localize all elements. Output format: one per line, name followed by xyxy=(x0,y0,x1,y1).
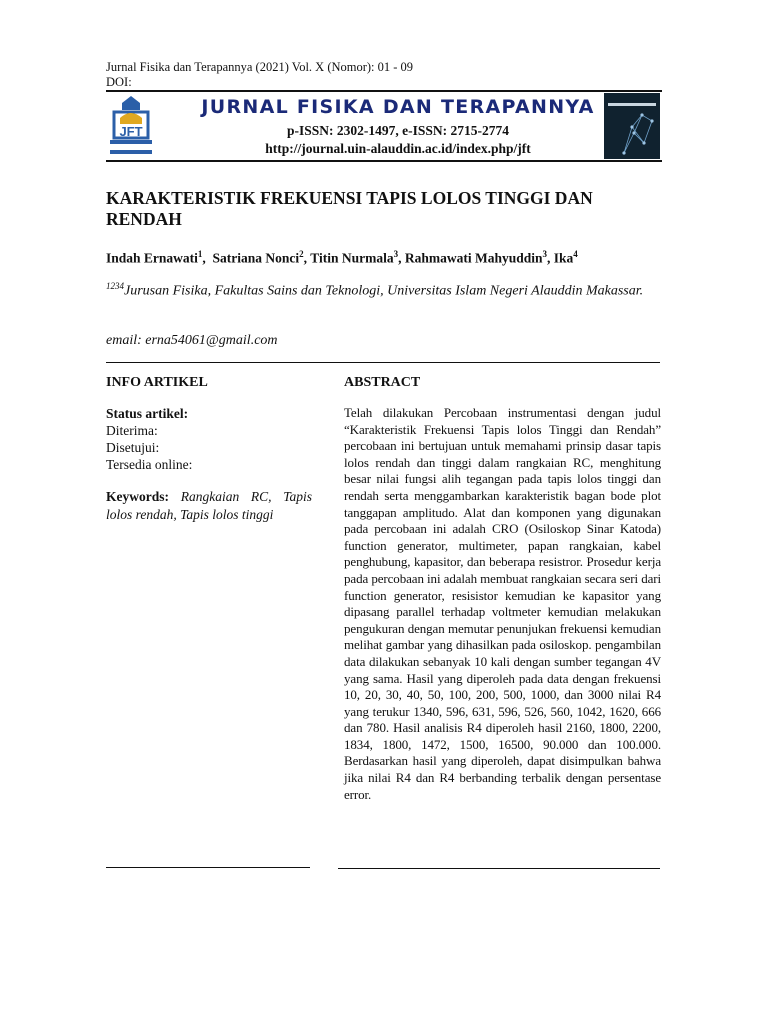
author-name: Satriana Nonci xyxy=(212,250,300,266)
contact-email[interactable]: email: erna54061@gmail.com xyxy=(106,333,278,348)
journal-logo xyxy=(106,94,156,158)
journal-issn: p-ISSN: 2302-1497, e-ISSN: 2715-2774 xyxy=(286,123,509,138)
journal-cover-image xyxy=(604,93,660,159)
abstract-heading: ABSTRACT xyxy=(344,375,421,390)
status-received: Diterima: xyxy=(106,423,158,438)
journal-title: JURNAL FISIKA DAN TERAPANNYA xyxy=(201,96,595,118)
running-head: Jurnal Fisika dan Terapannya (2021) Vol. X (Nomor): 01 - 09 xyxy=(106,60,414,74)
affiliation xyxy=(106,277,646,301)
status-label: Status artikel: xyxy=(106,406,189,421)
author-affil-mark: 3 xyxy=(542,249,547,259)
info-column-footer-rule xyxy=(106,867,310,868)
author-list: Indah Ernawati$^1$, Satriana Nonci$^2$, Titin Nurmala$^3$, Rahmawati Mahyuddin$^3$, Ika$^4$ xyxy=(106,249,578,266)
paper-title: KARAKTERISTIK FREKUENSI TAPIS LOLOS TINGGI DAN RENDAH xyxy=(106,188,593,229)
author-name: Rahmawati Mahyuddin xyxy=(404,250,543,266)
abstract-text: Telah dilakukan Percobaan instrumentasi dengan judul “Karakteristik Frekuensi Tapis lolos Tinggi dan Rendah” percobaan ini bertujuan untuk memahami prinsip dasar tapis lolos rendah dan tinggi dalam rangkaian RC, menghitung besar nilai fungsi alih tegangan pada tapis lolos tinggi dan rendah serta menggambarkan karakteristik bagan bode plot tanggapan amplitudo. Alat dan komponen yang digunakan pada percobaan ini adalah CRO (Osiloskop Sinar Katoda) function generator, multimeter, papan rangkaian, kabel penghubung, kapasitor, dan beberapa resistror. Prosedur kerja pada percobaan ini adalah membuat rangkaian secara seri dari function generator, resisistor kemudian ke kapasitor yang dipasang parallel terhadap voltmeter kemudian melakukan pengukuran dengan memutar penunjukan frekuensi kemudian melihat gambar yang dihasilkan pada osiloskop. pengambilan data dilakukan sebanyak 10 kali dengan sumber tegangan 4V yang sama. Hasil yang diperoleh pada data dengan frekuensi 10, 20, 30, 40, 50, 100, 200, 500, 1000, dan 3000 nilai R4 yang terukur 1340, 596, 631, 596, 526, 560, 1042, 1620, 666 dan 780. Hasil analisis R4 diperoleh hasil 2160, 1800, 2200, 1834, 1800, 1472, 1500, 16500, 90.000 dan 100.000. Berdasarkan hasil yang diperoleh, dapat disimpulkan bahwa jika nilai R4 dan R4 berbanding terbalik dengan persentase error. xyxy=(344,405,661,802)
author-name: Titin Nurmala xyxy=(310,250,394,266)
author-affil-mark: 3 xyxy=(393,249,399,259)
header-divider xyxy=(106,362,660,363)
author-affil-mark: 4 xyxy=(573,249,578,259)
banner-top-rule xyxy=(106,90,662,92)
keywords-text: Rangkaian RC, Tapis lolos rendah, Tapis lolos tinggi xyxy=(106,489,312,522)
banner-bottom-rule xyxy=(106,160,662,162)
logo-text: JFT xyxy=(119,124,143,139)
journal-banner xyxy=(106,90,662,162)
author-affil-mark: 2 xyxy=(299,249,304,259)
author-name: Ika xyxy=(553,250,574,266)
abstract-column-footer-rule xyxy=(338,868,660,869)
keywords xyxy=(106,488,312,523)
status-online: Tersedia online: xyxy=(106,457,193,472)
status-approved: Disetujui: xyxy=(106,440,160,455)
doi-label: DOI: xyxy=(106,75,132,89)
author-name: Indah Ernawati xyxy=(106,250,198,266)
journal-url[interactable]: http://journal.uin-alauddin.ac.id/index.php/jft xyxy=(265,141,531,156)
info-heading: INFO ARTIKEL xyxy=(106,375,208,390)
author-affil-mark: 1 xyxy=(197,249,203,259)
affiliation-text: Jurusan Fisika, Fakultas Sains dan Teknologi, Universitas Islam Negeri Alauddin Makassar. xyxy=(124,283,644,299)
affiliation-mark: 1234 xyxy=(106,281,124,291)
keywords-label: Keywords: xyxy=(106,489,169,504)
